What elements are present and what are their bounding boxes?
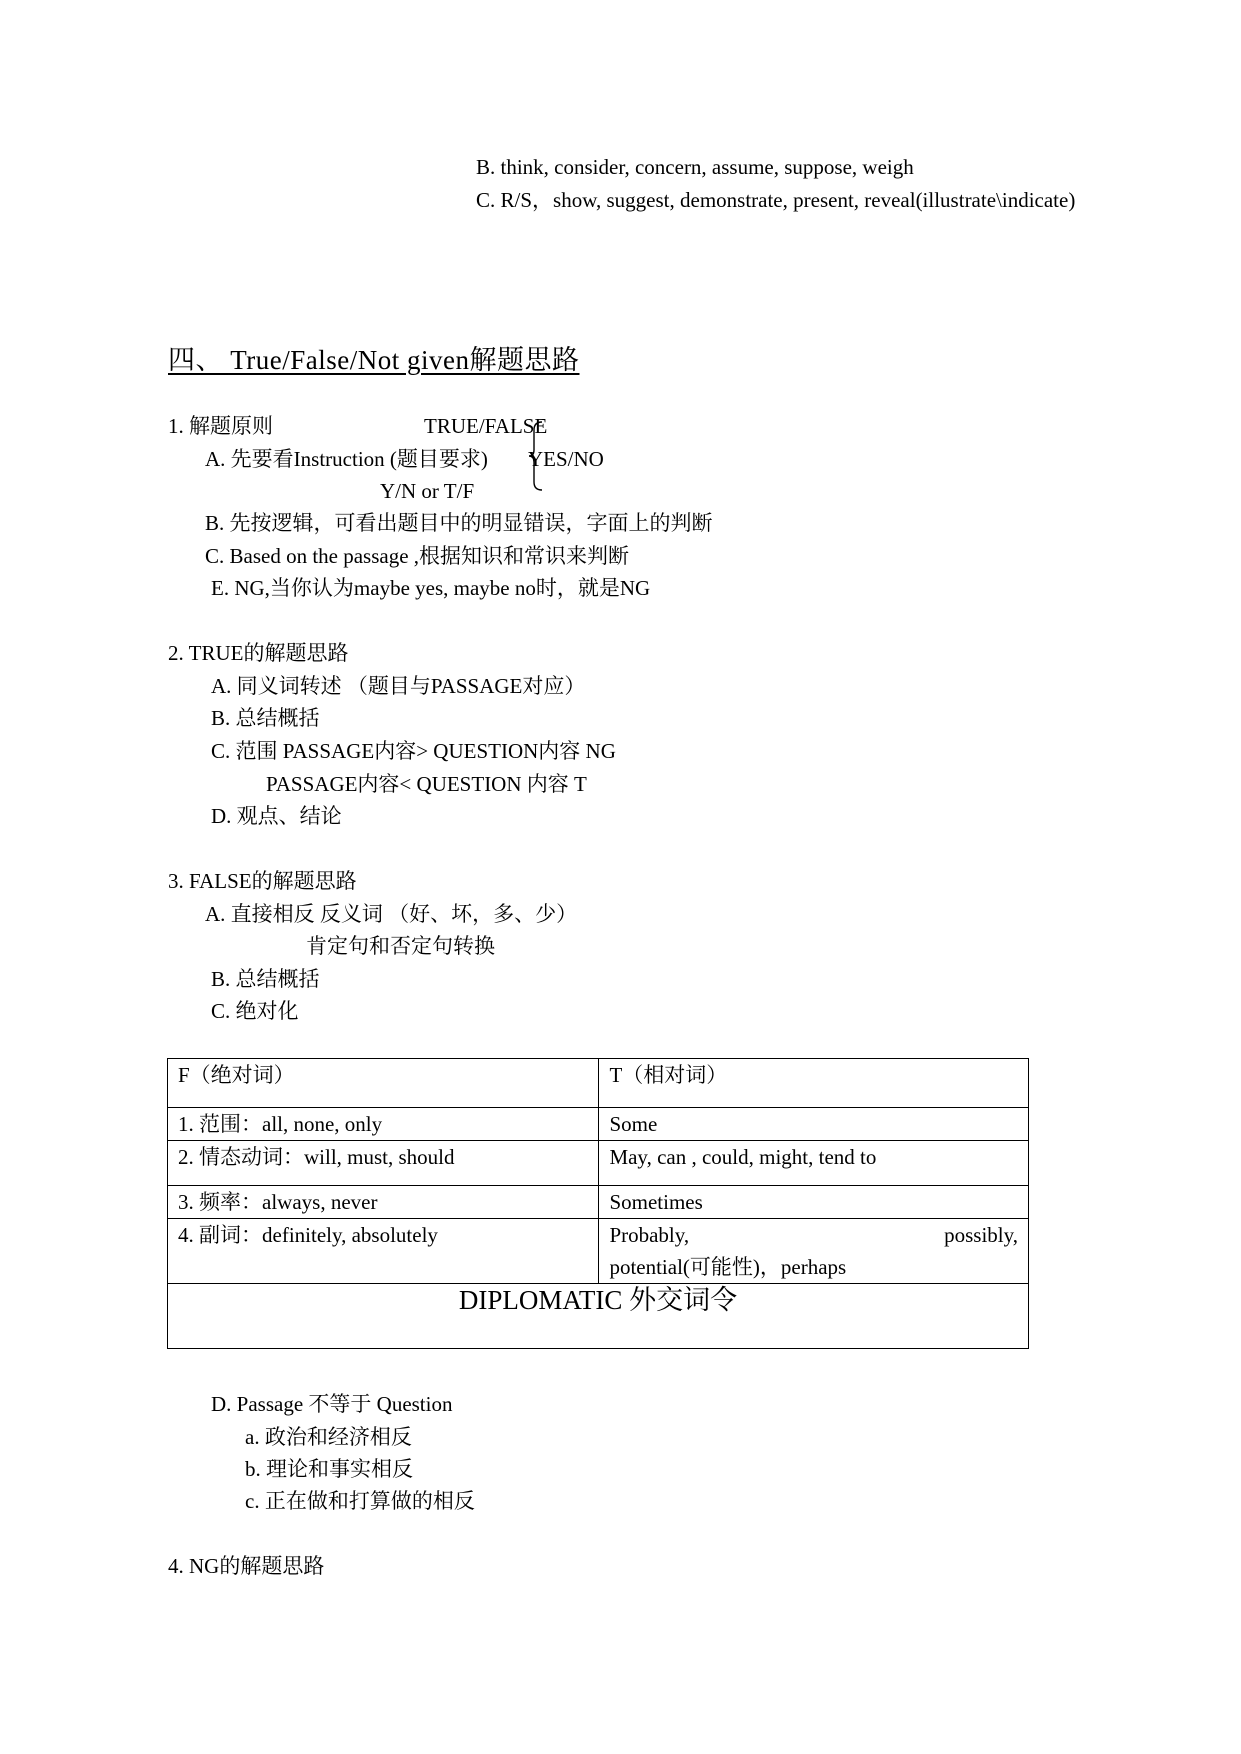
- s3-c: C. 绝对化: [211, 999, 299, 1023]
- s3-a: A. 直接相反 反义词 （好、坏，多、少）: [205, 902, 578, 926]
- section-heading: 四、 True/False/Not given解题思路: [168, 345, 580, 375]
- s1-title: 1. 解题原则: [168, 414, 273, 438]
- s2-c: C. 范围 PASSAGE内容> QUESTION内容 NG: [211, 739, 616, 763]
- s3d-c: c. 正在做和打算做的相反: [245, 1489, 475, 1513]
- s3d-b: b. 理论和事实相反: [245, 1457, 413, 1481]
- s3-a2: 肯定句和否定句转换: [306, 934, 495, 958]
- row4-right-b: possibly,: [944, 1223, 1018, 1247]
- row3-left: 3. 频率：always, never: [168, 1186, 599, 1219]
- table-row: [168, 1186, 1029, 1219]
- s1-b: B. 先按逻辑，可看出题目中的明显错误，字面上的判断: [205, 511, 713, 535]
- s2-d: D. 观点、结论: [211, 804, 342, 828]
- row4-right: [599, 1219, 1029, 1284]
- s4-title: 4. NG的解题思路: [168, 1554, 325, 1578]
- header-left: F（绝对词）: [168, 1059, 599, 1108]
- header-right: T（相对词）: [599, 1059, 1029, 1108]
- row4-right-a: Probably,: [609, 1223, 690, 1247]
- s2-c2: PASSAGE内容< QUESTION 内容 T: [266, 772, 587, 796]
- s2-b: B. 总结概括: [211, 706, 320, 730]
- row4-left: 4. 副词：definitely, absolutely: [168, 1219, 599, 1284]
- s1-a: A. 先要看Instruction (题目要求): [205, 447, 488, 471]
- s1-c: C. Based on the passage ,根据知识和常识来判断: [205, 544, 630, 568]
- absolute-relative-table: [167, 1058, 1029, 1349]
- s3-b: B. 总结概括: [211, 967, 320, 991]
- top-list-c: C. R/S，show, suggest, demonstrate, present, reveal(illustrate\indicate): [476, 188, 1076, 212]
- row4-right-c: potential(可能性)，perhaps: [609, 1255, 847, 1279]
- s2-a: A. 同义词转述 （题目与PASSAGE对应）: [211, 674, 586, 698]
- s3d-d: D. Passage 不等于 Question: [211, 1392, 453, 1416]
- row1-right: Some: [599, 1108, 1029, 1141]
- table-footer: DIPLOMATIC 外交词令: [168, 1284, 1029, 1349]
- s1-yes-no: YES/NO: [528, 447, 604, 471]
- row2-right: May, can , could, might, tend to: [599, 1141, 1029, 1186]
- table-row: [168, 1219, 1029, 1284]
- row1-left: 1. 范围：all, none, only: [168, 1108, 599, 1141]
- brace-icon: [528, 420, 548, 492]
- table-header-row: [168, 1059, 1029, 1108]
- s3-title: 3. FALSE的解题思路: [168, 869, 357, 893]
- top-list-b: B. think, consider, concern, assume, suppose, weigh: [476, 155, 914, 179]
- row3-right: Sometimes: [599, 1186, 1029, 1219]
- s3d-a: a. 政治和经济相反: [245, 1425, 412, 1449]
- s1-e: E. NG,当你认为maybe yes, maybe no时，就是NG: [211, 576, 651, 600]
- s1-true-false: TRUE/FALSE: [424, 414, 548, 438]
- table-row: [168, 1141, 1029, 1186]
- row2-left: 2. 情态动词：will, must, should: [168, 1141, 599, 1186]
- table-footer-row: [168, 1284, 1029, 1349]
- s2-title: 2. TRUE的解题思路: [168, 641, 349, 665]
- table-row: [168, 1108, 1029, 1141]
- s1-yn-tf: Y/N or T/F: [380, 479, 475, 503]
